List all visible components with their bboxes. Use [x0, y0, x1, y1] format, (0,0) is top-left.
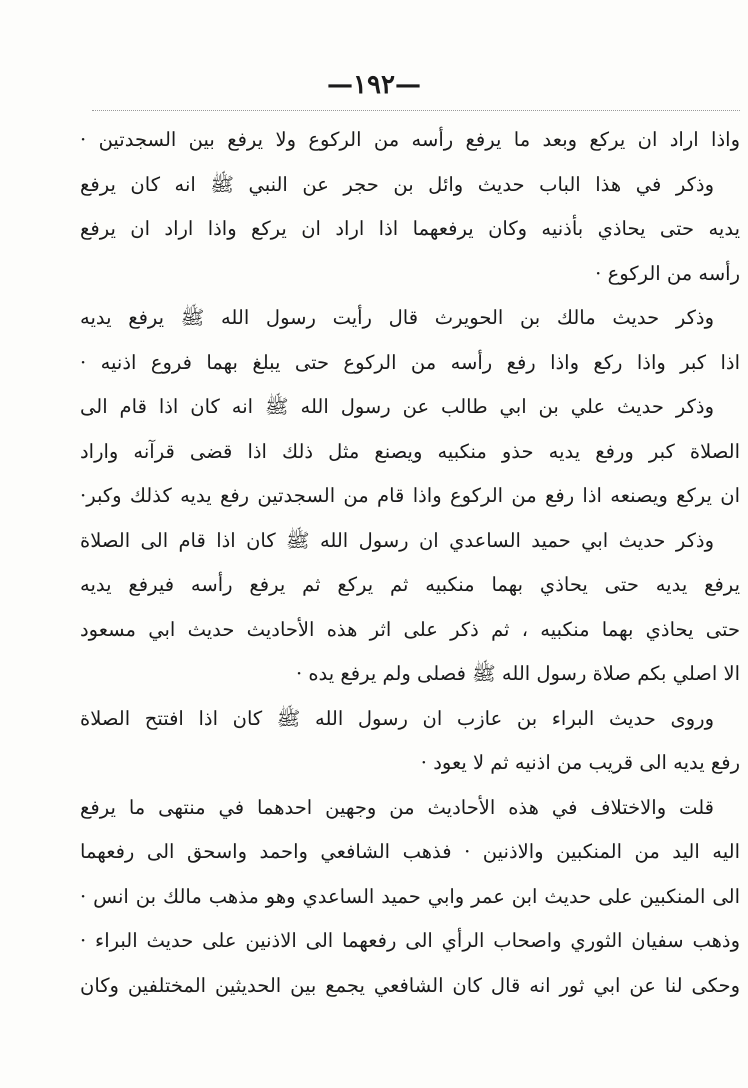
text-line: وذهب سفيان الثوري واصحاب الرأي الى رفعهما الى الاذنين على حديث البراء · — [80, 929, 740, 952]
text-line: الى المنكبين على حديث ابن عمر وابي حميد الساعدي وهو مذهب مالك بن انس · — [80, 884, 740, 908]
text-line: وذكر حديث مالك بن الحويرث قال رأيت رسول الله ﷺ يرفع يديه — [80, 306, 714, 329]
text-line: الصلاة كبر ورفع يديه حذو منكبيه ويصنع مثل ذلك اذا قضى قرآنه واراد — [80, 439, 740, 463]
text-line: وروى حديث البراء بن عازب ان رسول الله ﷺ كان اذا افتتح الصلاة — [80, 706, 714, 730]
text-line: يديه حتى يحاذي بأذنيه وكان يرفعهما اذا اراد ان يركع واذا اراد ان يرفع — [80, 217, 740, 240]
text-line: رفع يديه الى قريب من اذنيه ثم لا يعود · — [420, 751, 740, 774]
text-line: وذكر في هذا الباب حديث وائل بن حجر عن النبي ﷺ انه كان يرفع — [80, 172, 714, 196]
text-line: وذكر حديث علي بن ابي طالب عن رسول الله ﷺ انه كان اذا قام الى — [80, 395, 714, 418]
header-divider — [92, 110, 740, 111]
text-line: اذا كبر واذا ركع واذا رفع رأسه من الركوع حتى يبلغ بهما فروع اذنيه · — [80, 350, 740, 374]
text-line: ان يركع ويصنعه اذا رفع من الركوع واذا قام من السجدتين رفع يديه كذلك وكبر· — [80, 484, 740, 507]
text-line: الا اصلي بكم صلاة رسول الله ﷺ فصلى ولم يرفع يده · — [295, 662, 740, 685]
body-text — [80, 118, 740, 1008]
text-line: واذا اراد ان يركع وبعد ما يرفع رأسه من الركوع ولا يرفع بين السجدتين · — [80, 128, 740, 151]
text-line: رأسه من الركوع · — [595, 261, 740, 285]
text-line: حتى يحاذي بهما منكبيه ، ثم ذكر على اثر هذه الأحاديث حديث ابي مسعود — [80, 617, 740, 641]
text-line: وحكى لنا عن ابي ثور انه قال كان الشافعي يجمع بين الحديثين المختلفين وكان — [80, 973, 740, 997]
text-line: وذكر حديث ابي حميد الساعدي ان رسول الله ﷺ كان اذا قام الى الصلاة — [80, 528, 714, 552]
text-line: اليه اليد من المنكبين والاذنين · فذهب الشافعي واحمد واسحق الى رفعهما — [80, 840, 740, 863]
text-line: قلت والاختلاف في هذه الأحاديث من وجهين احدهما في منتهى ما يرفع — [80, 795, 714, 819]
text-line: يرفع يديه حتى يحاذي بهما منكبيه ثم يركع ثم يرفع رأسه فيرفع يديه — [80, 573, 740, 596]
page-number: —١٩٢— — [327, 70, 421, 100]
